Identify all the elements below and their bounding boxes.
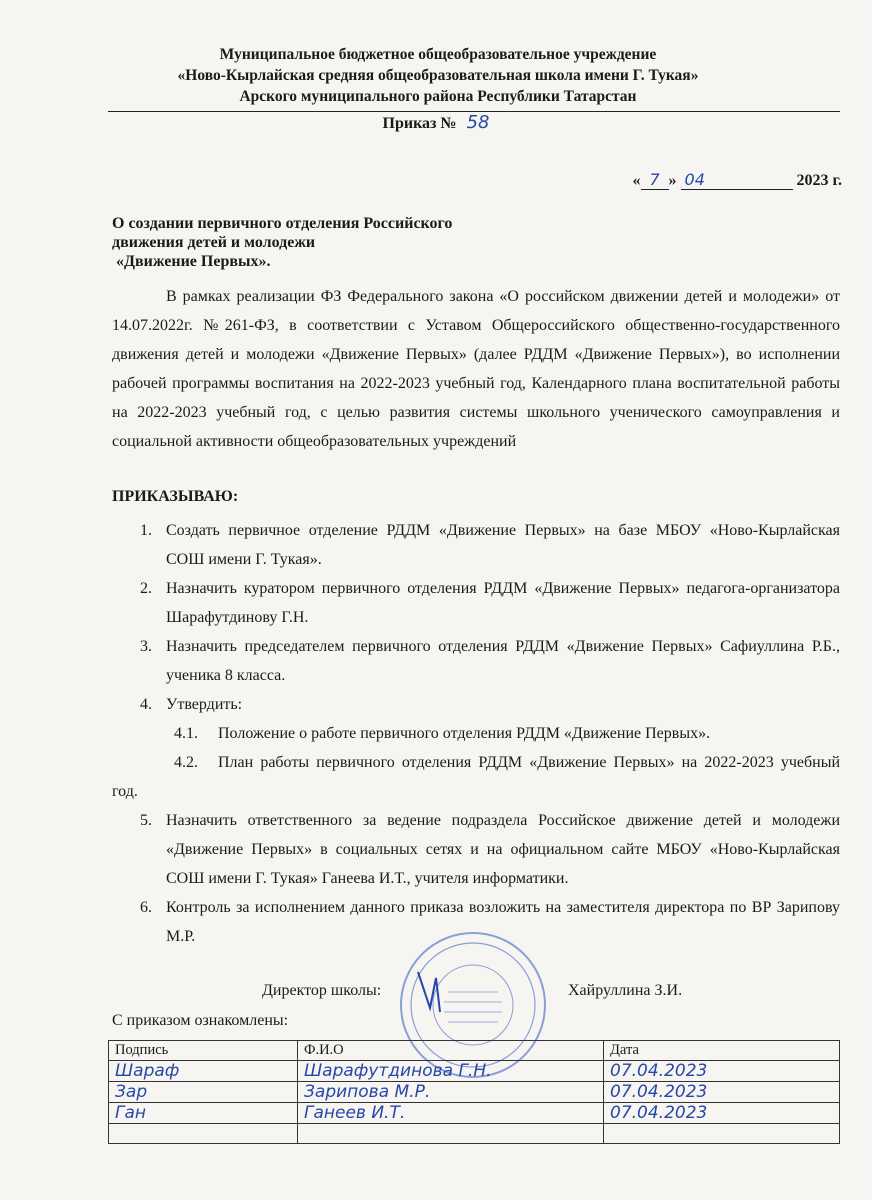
subject-line-2: движения детей и молодежи xyxy=(112,234,316,251)
order-item xyxy=(112,574,840,632)
intro-paragraph: В рамках реализации ФЗ Федерального закона «О российском движении детей и молодежи» от 14.07.2022г. №261-ФЗ, в соответствии с Уставом Общероссийского общественно-государственного движения детей и молодежи «Движение Первых» (далее РДДМ «Движение Первых»), во исполнении рабочей программы воспитания на 2022-2023 учебный год, Календарного плана воспитательной работы на 2022-2023 учебный год, с целью развития системы школьного ученического самоуправления и социальной активности общеобразовательных учреждений xyxy=(112,288,840,450)
name-cell: Зарипова М.Р. xyxy=(298,1082,604,1103)
name-cell: Шарафутдинова Г.Н. xyxy=(298,1061,604,1082)
header-line-1: Муниципальное бюджетное общеобразовательное учреждение xyxy=(219,46,657,63)
date-cell xyxy=(604,1124,840,1144)
header-line-2: «Ново-Кырлайская средняя общеобразовательная школа имени Г. Тукая» xyxy=(177,67,699,84)
subject-line-3: «Движение Первых». xyxy=(116,253,271,270)
item-text: Назначить ответственного за ведение подраздела Российское движение детей и молодежи «Движение Первых» в социальных сетях и на официальном сайте МБОУ «Ново-Кырлайская СОШ имени Г. Тукая» Ганеева И.Т., учителя информатики. xyxy=(166,812,840,887)
table-row xyxy=(109,1124,840,1144)
signature-cell: Шараф xyxy=(109,1061,298,1082)
acknowledged-label: С приказом ознакомлены: xyxy=(112,1012,289,1029)
order-number: 58 xyxy=(466,112,490,133)
header-line-3: Арского муниципального района Республики Татарстан xyxy=(239,88,637,105)
name-cell: Ганеев И.Т. xyxy=(298,1103,604,1124)
order-label: Приказ № xyxy=(382,115,457,132)
item-number: 1. xyxy=(140,522,152,539)
subitem-text: План работы первичного отделения РДДМ «Движение Первых» на 2022-2023 учебный год. xyxy=(112,754,840,800)
item-text: Назначить председателем первичного отделения РДДМ «Движение Первых» Сафиуллина Р.Б., ученика 8 класса. xyxy=(166,638,840,684)
item-text: Утвердить: xyxy=(166,696,243,713)
director-name: Хайруллина З.И. xyxy=(568,982,683,999)
item-number: 3. xyxy=(140,638,152,655)
table-row xyxy=(109,1082,840,1103)
order-subject xyxy=(112,214,452,271)
column-header: Подпись xyxy=(109,1041,298,1061)
order-items xyxy=(112,516,840,951)
subitem-number: 4.1. xyxy=(174,725,198,742)
signature-cell: Ган xyxy=(109,1103,298,1124)
order-date: « 7 » 04 2023 г. xyxy=(632,170,842,189)
order-item xyxy=(112,632,840,690)
acknowledgment-table xyxy=(108,1040,840,1144)
order-subitem xyxy=(112,719,840,748)
date-cell: 07.04.2023 xyxy=(604,1082,840,1103)
director-signature-icon xyxy=(410,968,450,1018)
subject-line-1: О создании первичного отделения Российского xyxy=(112,215,453,232)
subitem-text: Положение о работе первичного отделения РДДМ «Движение Первых». xyxy=(218,725,711,742)
item-number: 6. xyxy=(140,899,152,916)
order-item xyxy=(112,690,840,719)
director-title: Директор школы: xyxy=(262,982,382,999)
date-year: 2023 г. xyxy=(796,172,842,189)
signature-cell: Зар xyxy=(109,1082,298,1103)
order-item xyxy=(112,516,840,574)
name-cell xyxy=(298,1124,604,1144)
school-header xyxy=(108,44,768,107)
date-cell: 07.04.2023 xyxy=(604,1103,840,1124)
table-row xyxy=(109,1103,840,1124)
item-number: 5. xyxy=(140,812,152,829)
item-number: 4. xyxy=(140,696,152,713)
order-subitem xyxy=(112,748,840,806)
item-text: Создать первичное отделение РДДМ «Движение Первых» на базе МБОУ «Ново-Кырлайская СОШ имени Г. Тукая». xyxy=(166,522,840,568)
table-row xyxy=(109,1061,840,1082)
column-header: Ф.И.О xyxy=(298,1041,604,1061)
date-cell: 07.04.2023 xyxy=(604,1061,840,1082)
item-text: Контроль за исполнением данного приказа возложить на заместителя директора по ВР Зарипову М.Р. xyxy=(166,899,840,945)
prikazyvayu-heading: ПРИКАЗЫВАЮ: xyxy=(112,488,239,505)
order-item xyxy=(112,806,840,893)
table-header-row xyxy=(109,1041,840,1061)
column-header: Дата xyxy=(604,1041,840,1061)
subitem-number: 4.2. xyxy=(174,754,198,771)
date-day: 7 xyxy=(641,170,669,190)
order-title xyxy=(0,112,872,135)
signature-cell xyxy=(109,1124,298,1144)
item-number: 2. xyxy=(140,580,152,597)
item-text: Назначить куратором первичного отделения РДДМ «Движение Первых» педагога-организатора Шарафутдинову Г.Н. xyxy=(166,580,840,626)
date-month: 04 xyxy=(681,170,793,190)
